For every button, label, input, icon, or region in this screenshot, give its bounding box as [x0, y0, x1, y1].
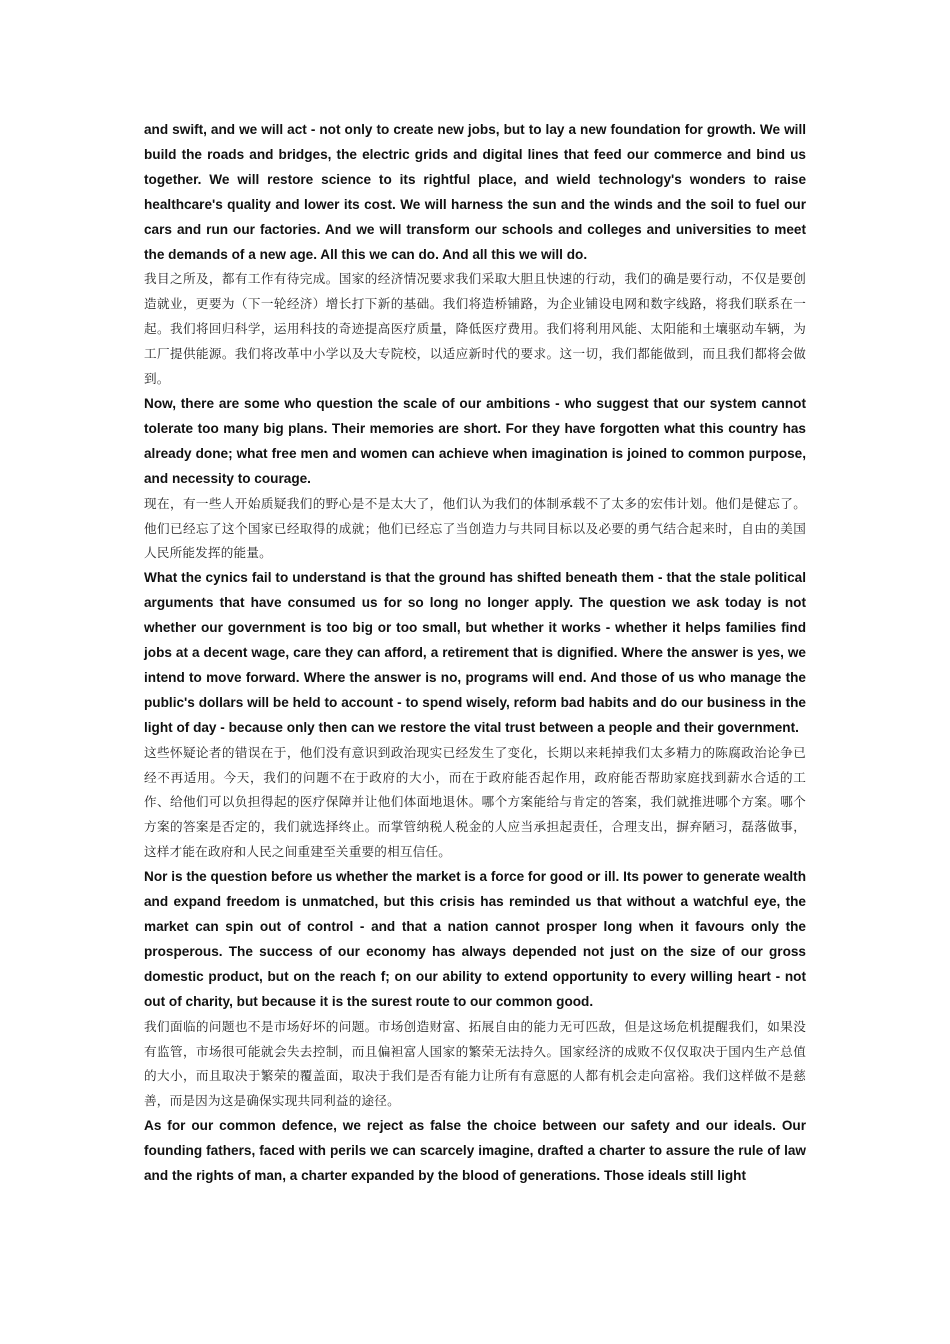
- paragraph-zh: 现在，有一些人开始质疑我们的野心是不是太大了，他们认为我们的体制承载不了太多的宏伟计划。他们是健忘了。他们已经忘了这个国家已经取得的成就；他们已经忘了当创造力与共同目标以及必要的勇气结合起来时，自由的美国人民所能发挥的能量。: [144, 495, 806, 561]
- paragraph-en: As for our common defence, we reject as false the choice between our safety and our ideals. Our founding fathers, faced with perils we can scarcely imagine, drafted a charter to assure the rule of law and the rights of man, a charter expanded by the blood of generations. Those ideals still light: [144, 1118, 806, 1184]
- paragraph-en: and swift, and we will act - not only to create new jobs, but to lay a new foundation for growth. We will build the roads and bridges, the electric grids and digital lines that feed our commerce and bind us together. We will restore science to its rightful place, and wield technology's wonders to raise healthcare's quality and lower its cost. We will harness the sun and the winds and the soil to fuel our cars and run our factories. And we will transform our schools and colleges and universities to meet the demands of a new age. All this we can do. And all this we will do.: [144, 122, 806, 262]
- paragraph-zh: 我目之所及，都有工作有待完成。国家的经济情况要求我们采取大胆且快速的行动，我们的确是要行动，不仅是要创造就业，更要为（下一轮经济）增长打下新的基础。我们将造桥铺路，为企业铺设电网和数字线路，将我们联系在一起。我们将回归科学，运用科技的奇迹提高医疗质量，降低医疗费用。我们将利用风能、太阳能和土壤驱动车辆，为工厂提供能源。我们将改革中小学以及大专院校，以适应新时代的要求。这一切，我们都能做到，而且我们都将会做到。: [144, 271, 806, 387]
- document-page: [144, 118, 806, 1189]
- paragraph-en: Nor is the question before us whether the market is a force for good or ill. Its power to generate wealth and expand freedom is unmatched, but this crisis has reminded us that without a watchful eye, the market can spin out of control - and that a nation cannot prosper long when it favours only the prosperous. The success of our economy has always depended not just on the size of our gross domestic product, but on the reach f; on our ability to extend opportunity to every willing heart - not out of charity, but because it is the surest route to our common good.: [144, 869, 806, 1009]
- paragraph-en: What the cynics fail to understand is that the ground has shifted beneath them - that the stale political arguments that have consumed us for so long no longer apply. The question we ask today is not whether our government is too big or too small, but whether it works - whether it helps families find jobs at a decent wage, care they can afford, a retirement that is dignified. Where the answer is yes, we intend to move forward. Where the answer is no, programs will end. And those of us who manage the public's dollars will be held to account - to spend wisely, reform bad habits and do our business in the light of day - because only then can we restore the vital trust between a people and their government.: [144, 570, 806, 735]
- paragraph-zh: 我们面临的问题也不是市场好坏的问题。市场创造财富、拓展自由的能力无可匹敌，但是这场危机提醒我们，如果没有监管，市场很可能就会失去控制，而且偏袒富人国家的繁荣无法持久。国家经济的成败不仅仅取决于国内生产总值的大小，而且取决于繁荣的覆盖面，取决于我们是否有能力让所有有意愿的人都有机会走向富裕。我们这样做不是慈善，而是因为这是确保实现共同利益的途径。: [144, 1018, 806, 1109]
- paragraph-en: Now, there are some who question the scale of our ambitions - who suggest that our system cannot tolerate too many big plans. Their memories are short. For they have forgotten what this country has already done; what free men and women can achieve when imagination is joined to common purpose, and necessity to courage.: [144, 395, 806, 486]
- paragraph-zh: 这些怀疑论者的错误在于，他们没有意识到政治现实已经发生了变化，长期以来耗掉我们太多精力的陈腐政治论争已经不再适用。今天，我们的问题不在于政府的大小，而在于政府能否起作用，政府能否帮助家庭找到薪水合适的工作、给他们可以负担得起的医疗保障并让他们体面地退休。哪个方案能给与肯定的答案，我们就推进哪个方案。哪个方案的答案是否定的，我们就选择终止。而掌管纳税人税金的人应当承担起责任，合理支出，摒弃陋习，磊落做事，这样才能在政府和人民之间重建至关重要的相互信任。: [144, 744, 806, 860]
